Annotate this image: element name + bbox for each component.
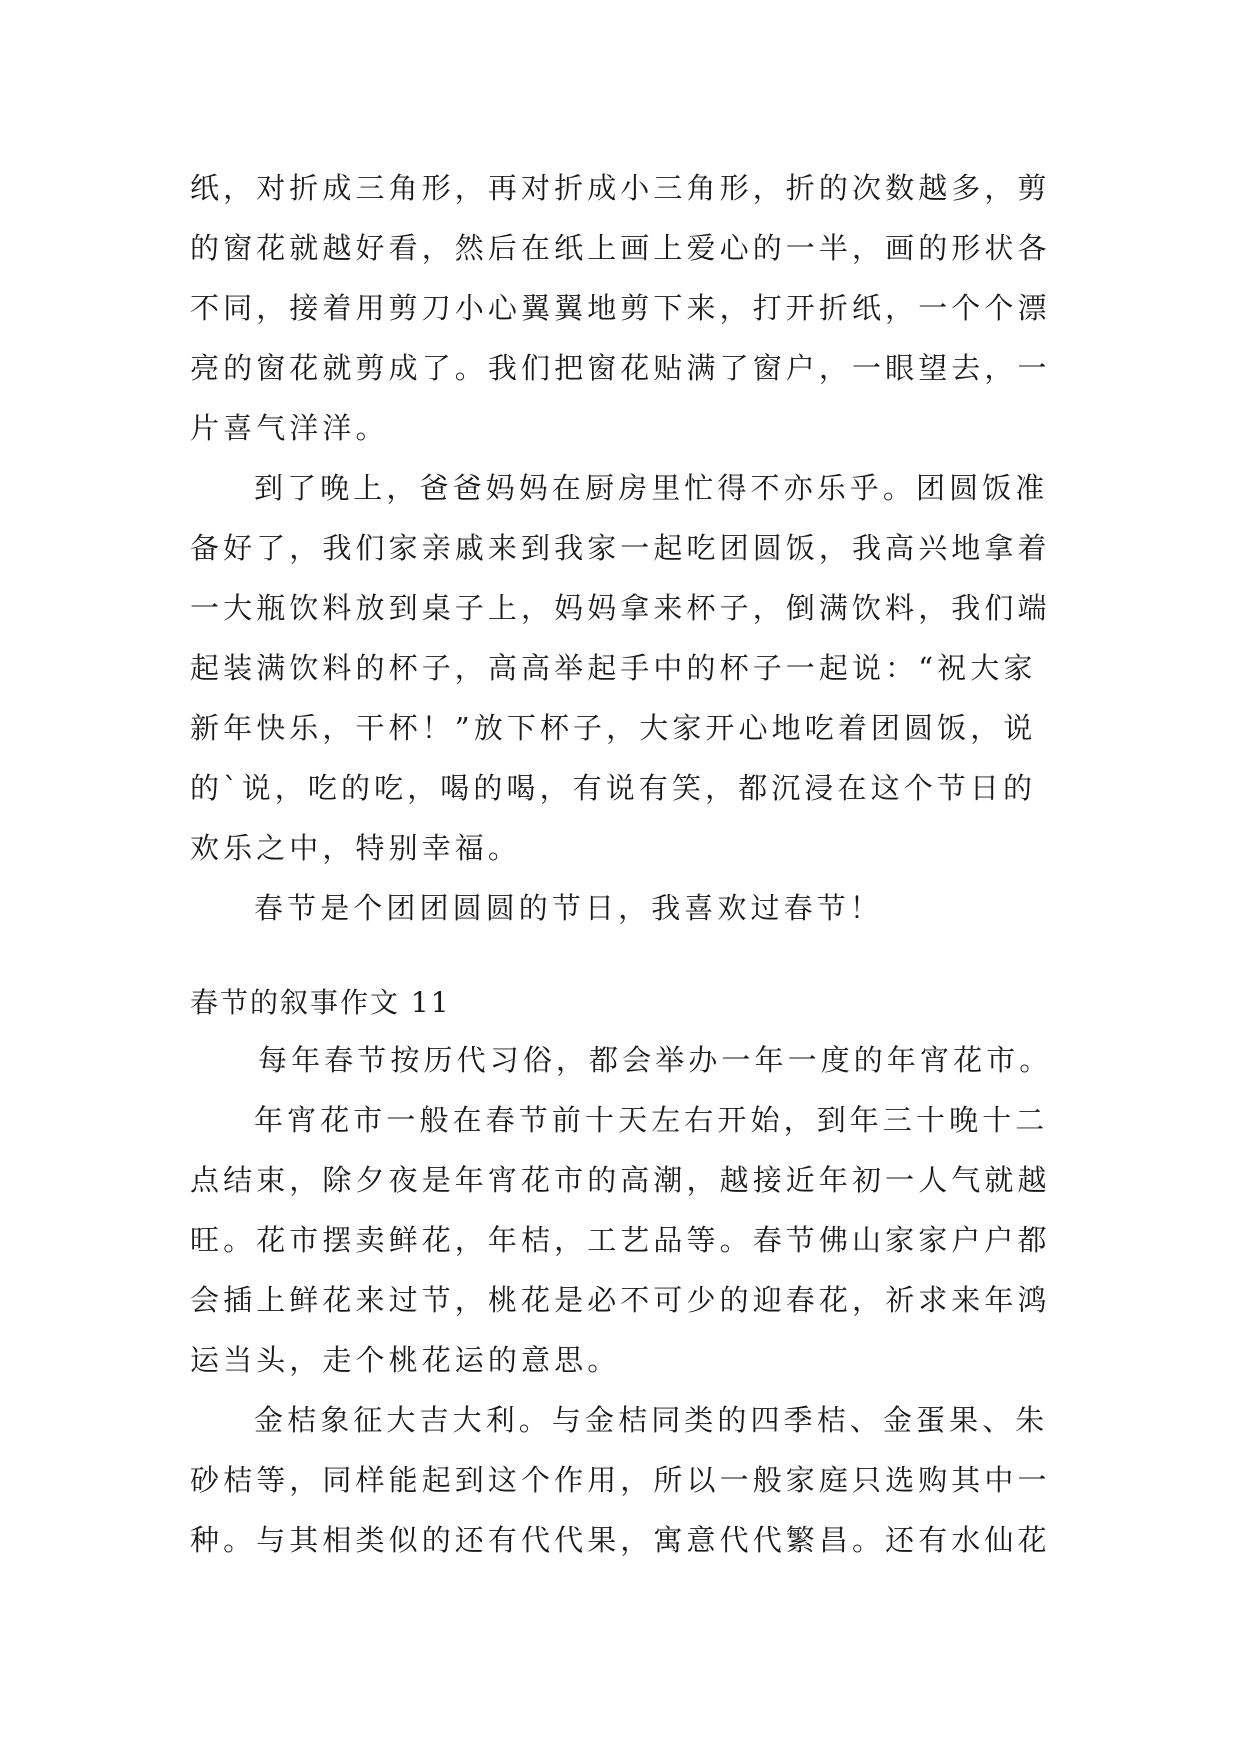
paragraph-line: 新年快乐，干杯！”放下杯子，大家开心地吃着团圆饭，说 bbox=[190, 711, 1037, 745]
paragraph-line: 运当头，走个桃花运的意思。 bbox=[190, 1343, 621, 1377]
section-heading: 春节的叙事作文 11 bbox=[190, 986, 451, 1019]
paragraph-line: 砂桔等，同样能起到这个作用，所以一般家庭只选购其中一 bbox=[190, 1463, 1051, 1497]
paragraph-line: 点结束，除夕夜是年宵花市的高潮，越接近年初一人气就越 bbox=[190, 1163, 1051, 1197]
paragraph-line: 片喜气洋洋。 bbox=[190, 411, 389, 445]
paragraph-line: 春节是个团团圆圆的节日，我喜欢过春节！ bbox=[254, 891, 883, 925]
paragraph-line: 年宵花市一般在春节前十天左右开始，到年三十晚十二 bbox=[254, 1103, 1049, 1137]
paragraph-line: 金桔象征大吉大利。与金桔同类的四季桔、金蛋果、朱 bbox=[254, 1403, 1049, 1437]
paragraph-line: 一大瓶饮料放到桌子上，妈妈拿来杯子，倒满饮料，我们端 bbox=[190, 591, 1051, 625]
paragraph-line: 不同，接着用剪刀小心翼翼地剪下来，打开折纸，一个个漂 bbox=[190, 291, 1051, 325]
paragraph-line: 欢乐之中，特别幸福。 bbox=[190, 831, 522, 865]
paragraph-line: 备好了，我们家亲戚来到我家一起吃团圆饭，我高兴地拿着 bbox=[190, 531, 1051, 565]
paragraph-line: 到了晚上，爸爸妈妈在厨房里忙得不亦乐乎。团圆饭准 bbox=[254, 471, 1049, 505]
paragraph-line: 亮的窗花就剪成了。我们把窗花贴满了窗户，一眼望去，一 bbox=[190, 351, 1051, 385]
paragraph-line: 的`说，吃的吃，喝的喝，有说有笑，都沉浸在这个节日的 bbox=[190, 771, 1037, 805]
paragraph-line: 纸，对折成三角形，再对折成小三角形，折的次数越多，剪 bbox=[190, 171, 1051, 205]
paragraph-line: 旺。花市摆卖鲜花，年桔，工艺品等。春节佛山家家户户都 bbox=[190, 1223, 1051, 1257]
paragraph-line: 每年春节按历代习俗，都会举办一年一度的年宵花市。 bbox=[258, 1043, 1053, 1077]
paragraph-line: 种。与其相类似的还有代代果，寓意代代繁昌。还有水仙花 bbox=[190, 1523, 1051, 1557]
paragraph-line: 起装满饮料的杯子，高高举起手中的杯子一起说：“祝大家 bbox=[190, 651, 1037, 685]
paragraph-line: 会插上鲜花来过节，桃花是必不可少的迎春花，祈求来年鸿 bbox=[190, 1283, 1051, 1317]
paragraph-line: 的窗花就越好看，然后在纸上画上爱心的一半，画的形状各 bbox=[190, 231, 1051, 265]
